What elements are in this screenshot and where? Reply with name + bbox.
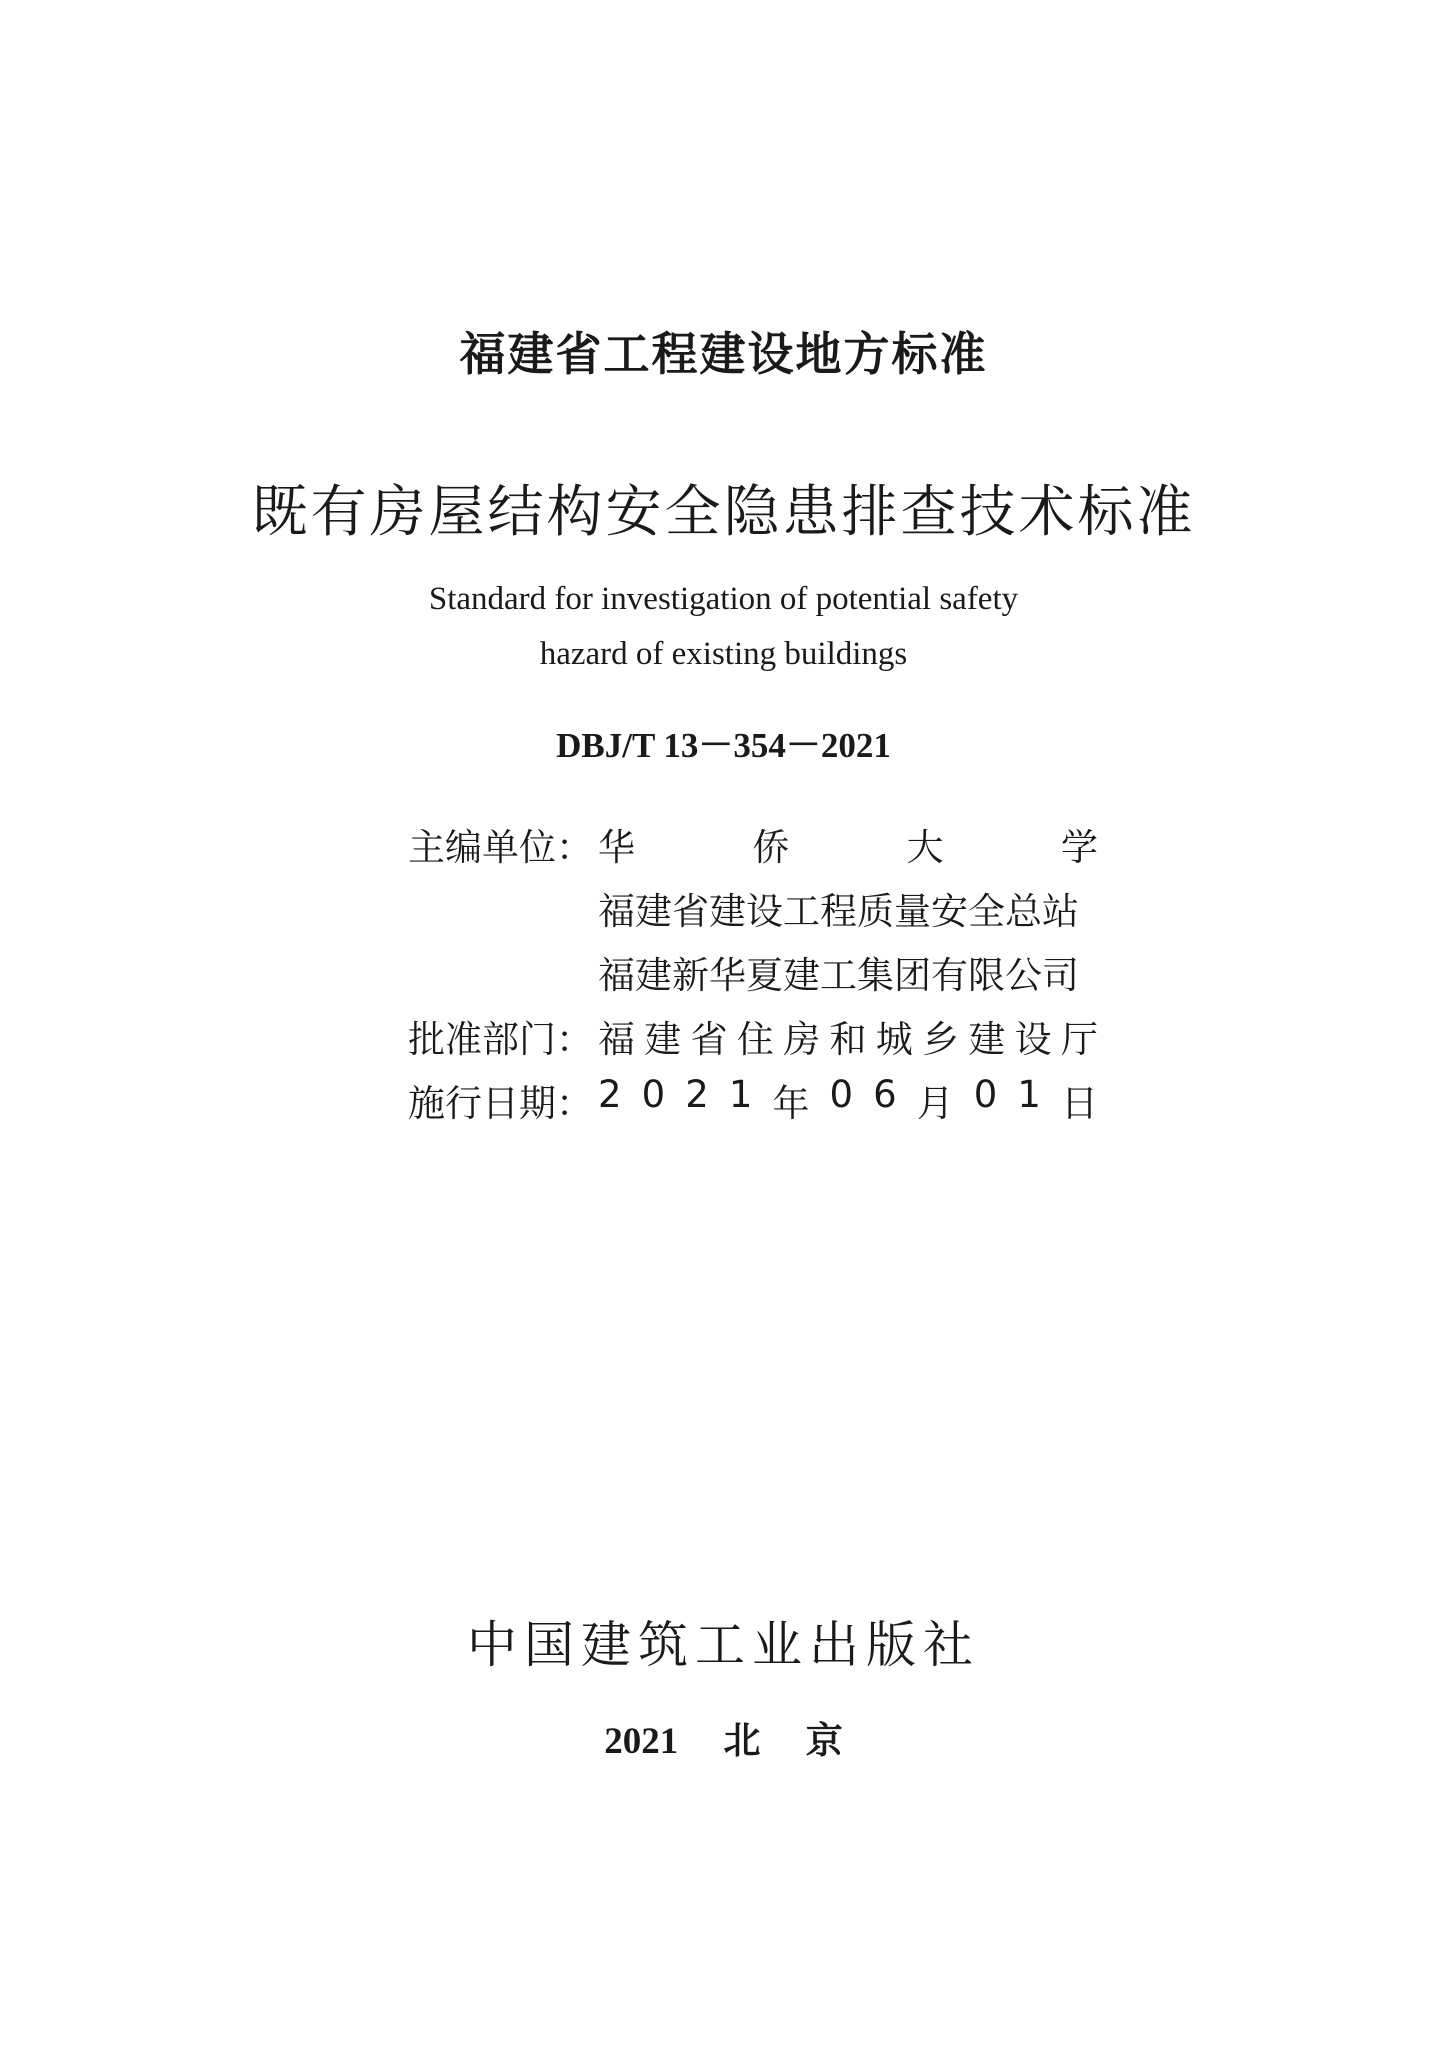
chief-editor-1-char: 侨 (752, 826, 790, 869)
effective-date-char: 年 (772, 1082, 810, 1125)
chief-editor-1-char: 华 (598, 826, 635, 869)
chief-editor-1-char: 学 (1060, 826, 1098, 869)
chief-editor-row (408, 812, 1098, 876)
effective-date-char: 日 (1061, 1082, 1098, 1125)
approver-char: 建 (644, 1018, 682, 1061)
chief-editor-row-2 (408, 876, 1098, 940)
effective-date-char: 0 (641, 1073, 666, 1116)
approver-value (598, 1009, 1098, 1063)
approver-char: 厅 (1060, 1018, 1098, 1061)
publication-year: 2021 (604, 1721, 679, 1762)
effective-date-char: 2 (685, 1073, 709, 1116)
approver-label: 批准部门： (408, 1018, 593, 1061)
chief-editor-1-char: 大 (906, 826, 944, 869)
standard-code: DBJ/T 13－354－2021 (556, 726, 891, 765)
approver-row (408, 1004, 1098, 1068)
approver-char: 省 (690, 1018, 728, 1061)
publisher: 中国建筑工业出版社 (467, 1616, 980, 1674)
effective-date-row (408, 1068, 1098, 1132)
effective-date-char: 月 (916, 1082, 954, 1125)
effective-date-char: 6 (873, 1073, 897, 1116)
effective-date-char: 0 (829, 1073, 854, 1116)
publication-place-char: 京 (805, 1721, 843, 1762)
publication-info (408, 812, 1098, 1132)
chief-editor-label: 主编单位： (408, 826, 593, 869)
chinese-title: 既有房屋结构安全隐患排查技术标准 (251, 480, 1196, 545)
effective-date-value (598, 1073, 1098, 1127)
approver-char: 设 (1014, 1018, 1052, 1061)
publication-year-place (0, 1710, 1447, 1764)
effective-date-char: 0 (973, 1073, 998, 1116)
approver-char: 住 (736, 1018, 774, 1061)
series-title: 福建省工程建设地方标准 (459, 327, 988, 381)
approver-char: 和 (829, 1018, 867, 1061)
english-title (0, 572, 1447, 682)
effective-date-label: 施行日期： (408, 1082, 593, 1125)
approver-char: 建 (968, 1018, 1006, 1061)
chief-editor-row-3 (408, 940, 1098, 1004)
chief-editor-3: 福建新华夏建工集团有限公司 (598, 954, 1079, 997)
effective-date-char: 1 (728, 1073, 753, 1116)
chief-editor-2: 福建省建设工程质量安全总站 (598, 890, 1079, 933)
english-title-line-2: hazard of existing buildings (539, 636, 908, 672)
approver-char: 福 (598, 1018, 635, 1061)
english-title-line-1: Standard for investigation of potential safety (428, 581, 1019, 617)
approver-char: 房 (783, 1018, 821, 1061)
publication-place-char: 北 (723, 1721, 761, 1762)
chief-editor-1 (598, 817, 1098, 871)
approver-char: 乡 (922, 1018, 960, 1061)
effective-date-char: 1 (1017, 1073, 1041, 1116)
effective-date-char: 2 (598, 1073, 622, 1116)
approver-char: 城 (875, 1018, 913, 1061)
